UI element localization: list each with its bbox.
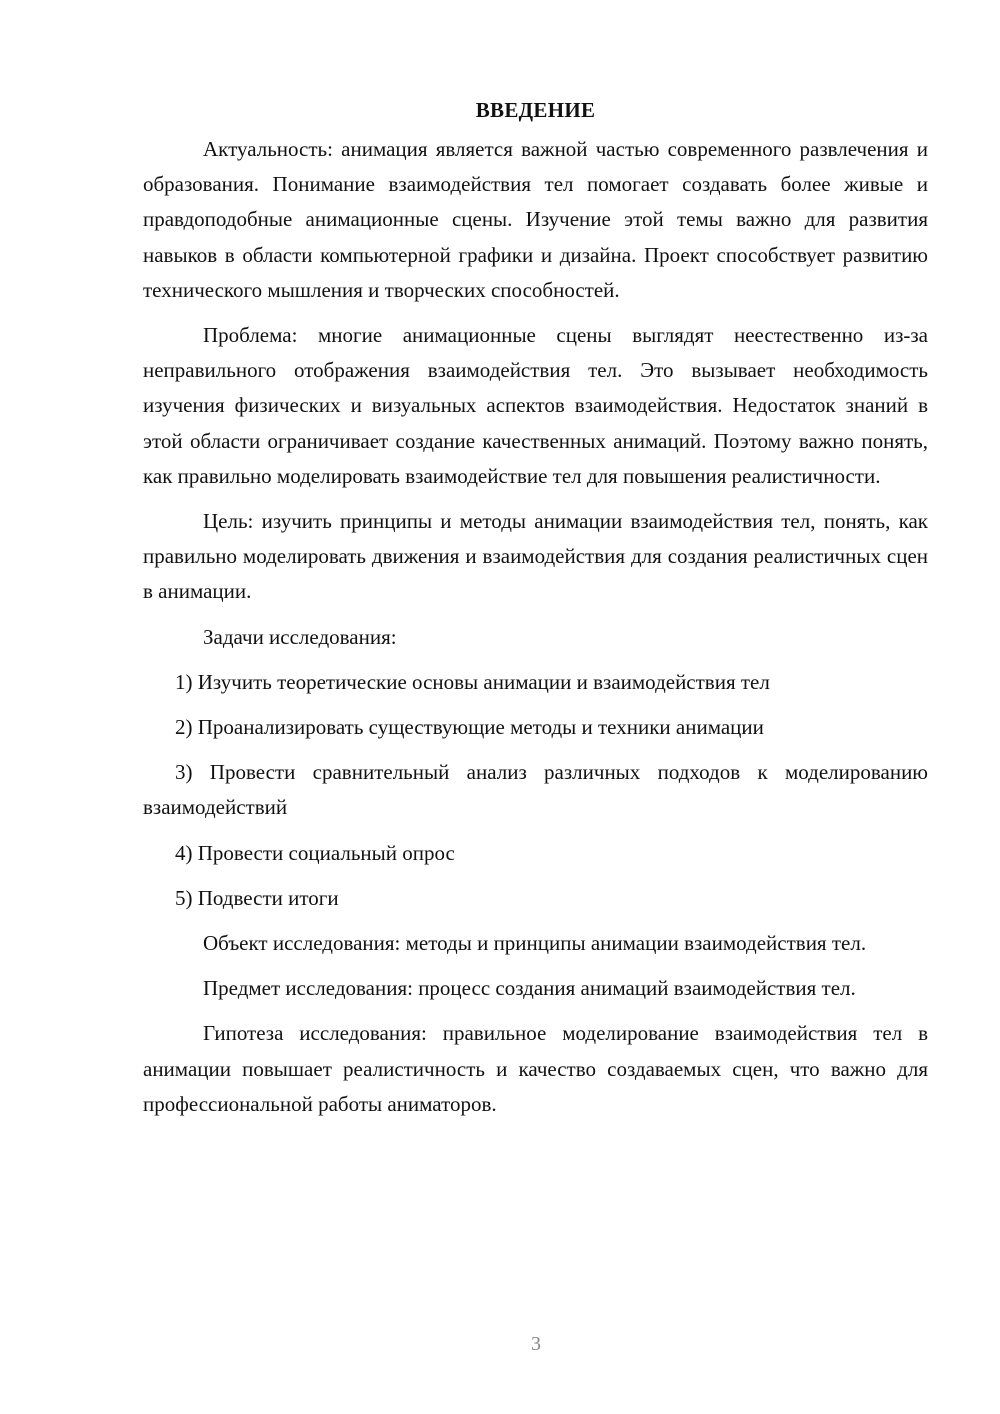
section-heading: ВВЕДЕНИЕ: [475, 98, 596, 122]
list-item: 4) Провести социальный опрос: [175, 840, 455, 865]
paragraph-hypothesis: Гипотеза исследования: правильное моделирование взаимодействия тел в анимации повышает реалистичность и качество создаваемых сцен, что важно для профессиональной работы аниматоров.: [143, 1021, 928, 1116]
document-page: [143, 92, 928, 1132]
paragraph-goal: Цель: изучить принципы и методы анимации взаимодействия тел, понять, как правильно моделировать движения и взаимодействия для создания реалистичных сцен в анимации.: [143, 509, 928, 604]
paragraph-tasks-intro: Задачи исследования:: [203, 624, 397, 649]
list-item: 5) Подвести итоги: [175, 885, 339, 910]
list-item: 3) Провести сравнительный анализ различных подходов к моделированию взаимодействий: [143, 760, 928, 820]
task-list: [143, 665, 928, 916]
page-number: 3: [531, 1333, 541, 1355]
paragraph-subject: Предмет исследования: процесс создания анимаций взаимодействия тел.: [203, 976, 856, 1001]
paragraph-relevance: Актуальность: анимация является важной частью современного развлечения и образования. Понимание взаимодействия тел помогает создавать более живые и правдоподобные анимационные сцены. Изучение этой темы важно для развития навыков в области компьютерной графики и дизайна. Проект способствует развитию технического мышления и творческих способностей.: [143, 137, 928, 302]
paragraph-object: Объект исследования: методы и принципы анимации взаимодействия тел.: [203, 931, 867, 956]
paragraph-problem: Проблема: многие анимационные сцены выглядят неестественно из-за неправильного отображения взаимодействия тел. Это вызывает необходимость изучения физических и визуальных аспектов взаимодействия. Недостаток знаний в этой области ограничивает создание качественных анимаций. Поэтому важно понять, как правильно моделировать взаимодействие тел для повышения реалистичности.: [143, 323, 928, 488]
list-item: 2) Проанализировать существующие методы и техники анимации: [175, 715, 764, 740]
list-item: 1) Изучить теоретические основы анимации и взаимодействия тел: [175, 669, 770, 694]
